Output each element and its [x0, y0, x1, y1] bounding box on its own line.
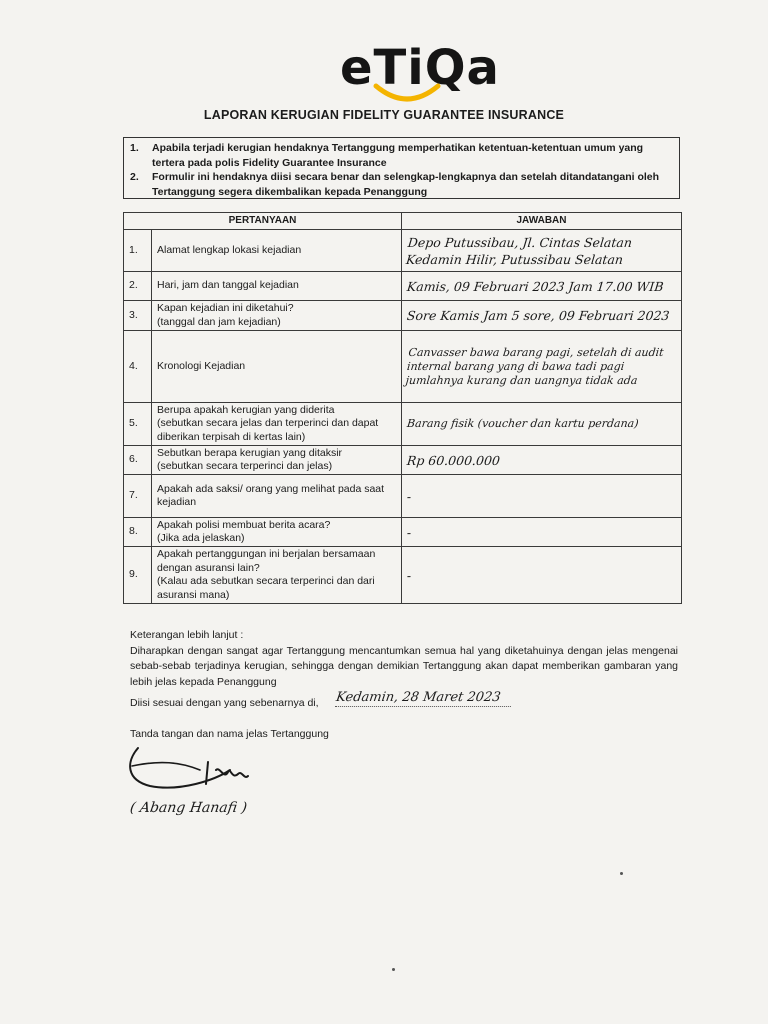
table-row	[124, 446, 682, 475]
remarks-section	[130, 628, 678, 690]
column-header-answer: JAWABAN	[402, 213, 682, 230]
question-cell: Kronologi Kejadian	[152, 331, 402, 403]
answer-cell[interactable]	[402, 518, 682, 547]
answer-text: -	[406, 524, 413, 540]
scan-speck	[620, 872, 623, 875]
table-row	[124, 403, 682, 446]
question-cell: Sebutkan berapa kerugian yang ditaksir (sebutkan secara terperinci dan jelas)	[152, 446, 402, 475]
table-row	[124, 272, 682, 301]
remarks-body: Diharapkan dengan sangat agar Tertanggung mencantumkan semua hal yang diketahuinya dengan jelas mengenai sebab-sebab terjadinya kerugian, sehingga dengan demikian Tertanggung akan dapat memberikan gambaran yang lebih jelas kepada Penanggung	[130, 644, 678, 688]
row-number: 8.	[124, 518, 152, 547]
signature-drawing	[120, 740, 260, 800]
answer-text: -	[406, 567, 413, 583]
row-number: 6.	[124, 446, 152, 475]
row-number: 1.	[124, 230, 152, 272]
answer-cell[interactable]	[402, 301, 682, 331]
signature-label: Tanda tangan dan nama jelas Tertanggung	[130, 728, 329, 740]
instruction-number: 2.	[130, 171, 139, 183]
row-number: 4.	[124, 331, 152, 403]
instruction-text: Formulir ini hendaknya diisi secara benar dan selengkap-lengkapnya dan setelah ditandatangani oleh Tertanggung segera dikembalikan kepada Penanggung	[152, 171, 660, 198]
instruction-item	[130, 170, 673, 199]
claim-form-table	[123, 212, 682, 604]
question-cell: Apakah ada saksi/ orang yang melihat pada saat kejadian	[152, 475, 402, 518]
question-cell: Kapan kejadian ini diketahui? (tanggal dan jam kejadian)	[152, 301, 402, 331]
column-header-question: PERTANYAAN	[124, 213, 402, 230]
row-number: 2.	[124, 272, 152, 301]
answer-text: Rp 60.000.000	[406, 452, 501, 468]
answer-cell[interactable]	[402, 547, 682, 604]
scan-speck	[392, 968, 395, 971]
page-title: LAPORAN KERUGIAN FIDELITY GUARANTEE INSURANCE	[203, 108, 565, 122]
table-header	[124, 213, 682, 230]
answer-text: Sore Kamis Jam 5 sore, 09 Februari 2023	[406, 308, 671, 323]
table-row	[124, 230, 682, 272]
answer-cell[interactable]	[402, 230, 682, 272]
instruction-number: 1.	[130, 142, 139, 154]
signed-place-date[interactable]: Kedamin, 28 Maret 2023	[335, 690, 513, 707]
remarks-heading: Keterangan lebih lanjut :	[130, 629, 244, 641]
answer-cell[interactable]	[402, 331, 682, 403]
answer-cell[interactable]	[402, 446, 682, 475]
instruction-text: Apabila terjadi kerugian hendaknya Tertanggung memperhatikan ketentuan-ketentuan umum yang tertera pada polis Fidelity Guarantee Insurance	[152, 142, 644, 169]
row-number: 3.	[124, 301, 152, 331]
answer-text: Canvasser bawa barang pagi, setelah di audit internal barang yang di bawa tadi pagi jumlahnya kurang dan uangnya tidak ada	[404, 345, 665, 387]
answer-text: Depo Putussibau, Jl. Cintas Selatan Kedamin Hilir, Putussibau Selatan	[405, 234, 633, 267]
table-row	[124, 301, 682, 331]
question-cell: Berupa apakah kerugian yang diderita (sebutkan secara jelas dan terperinci dan dapat diberikan terpisah di kertas lain)	[152, 403, 402, 446]
answer-cell[interactable]	[402, 272, 682, 301]
answer-text: Barang fisik (voucher dan kartu perdana)	[406, 417, 640, 430]
row-number: 7.	[124, 475, 152, 518]
instruction-item	[130, 141, 673, 170]
table-row	[124, 547, 682, 604]
table-row	[124, 518, 682, 547]
table-row	[124, 475, 682, 518]
logo-smile-icon	[372, 82, 442, 108]
question-cell: Hari, jam dan tanggal kejadian	[152, 272, 402, 301]
question-cell: Apakah polisi membuat berita acara? (Jika ada jelaskan)	[152, 518, 402, 547]
signer-name: ( Abang Hanafi )	[128, 800, 249, 816]
answer-text: -	[406, 488, 413, 504]
company-logo: eTiQa	[340, 40, 500, 96]
answer-text: Kamis, 09 Februari 2023 Jam 17.00 WIB	[406, 278, 665, 294]
signed-location-label: Diisi sesuai dengan yang sebenarnya di,	[130, 697, 319, 709]
question-cell: Alamat lengkap lokasi kejadian	[152, 230, 402, 272]
instructions-box	[123, 137, 680, 199]
row-number: 5.	[124, 403, 152, 446]
answer-cell[interactable]	[402, 475, 682, 518]
question-cell: Apakah pertanggungan ini berjalan bersamaan dengan asuransi lain? (Kalau ada sebutkan secara terperinci dan dari asuransi mana)	[152, 547, 402, 604]
answer-cell[interactable]	[402, 403, 682, 446]
table-row	[124, 331, 682, 403]
row-number: 9.	[124, 547, 152, 604]
